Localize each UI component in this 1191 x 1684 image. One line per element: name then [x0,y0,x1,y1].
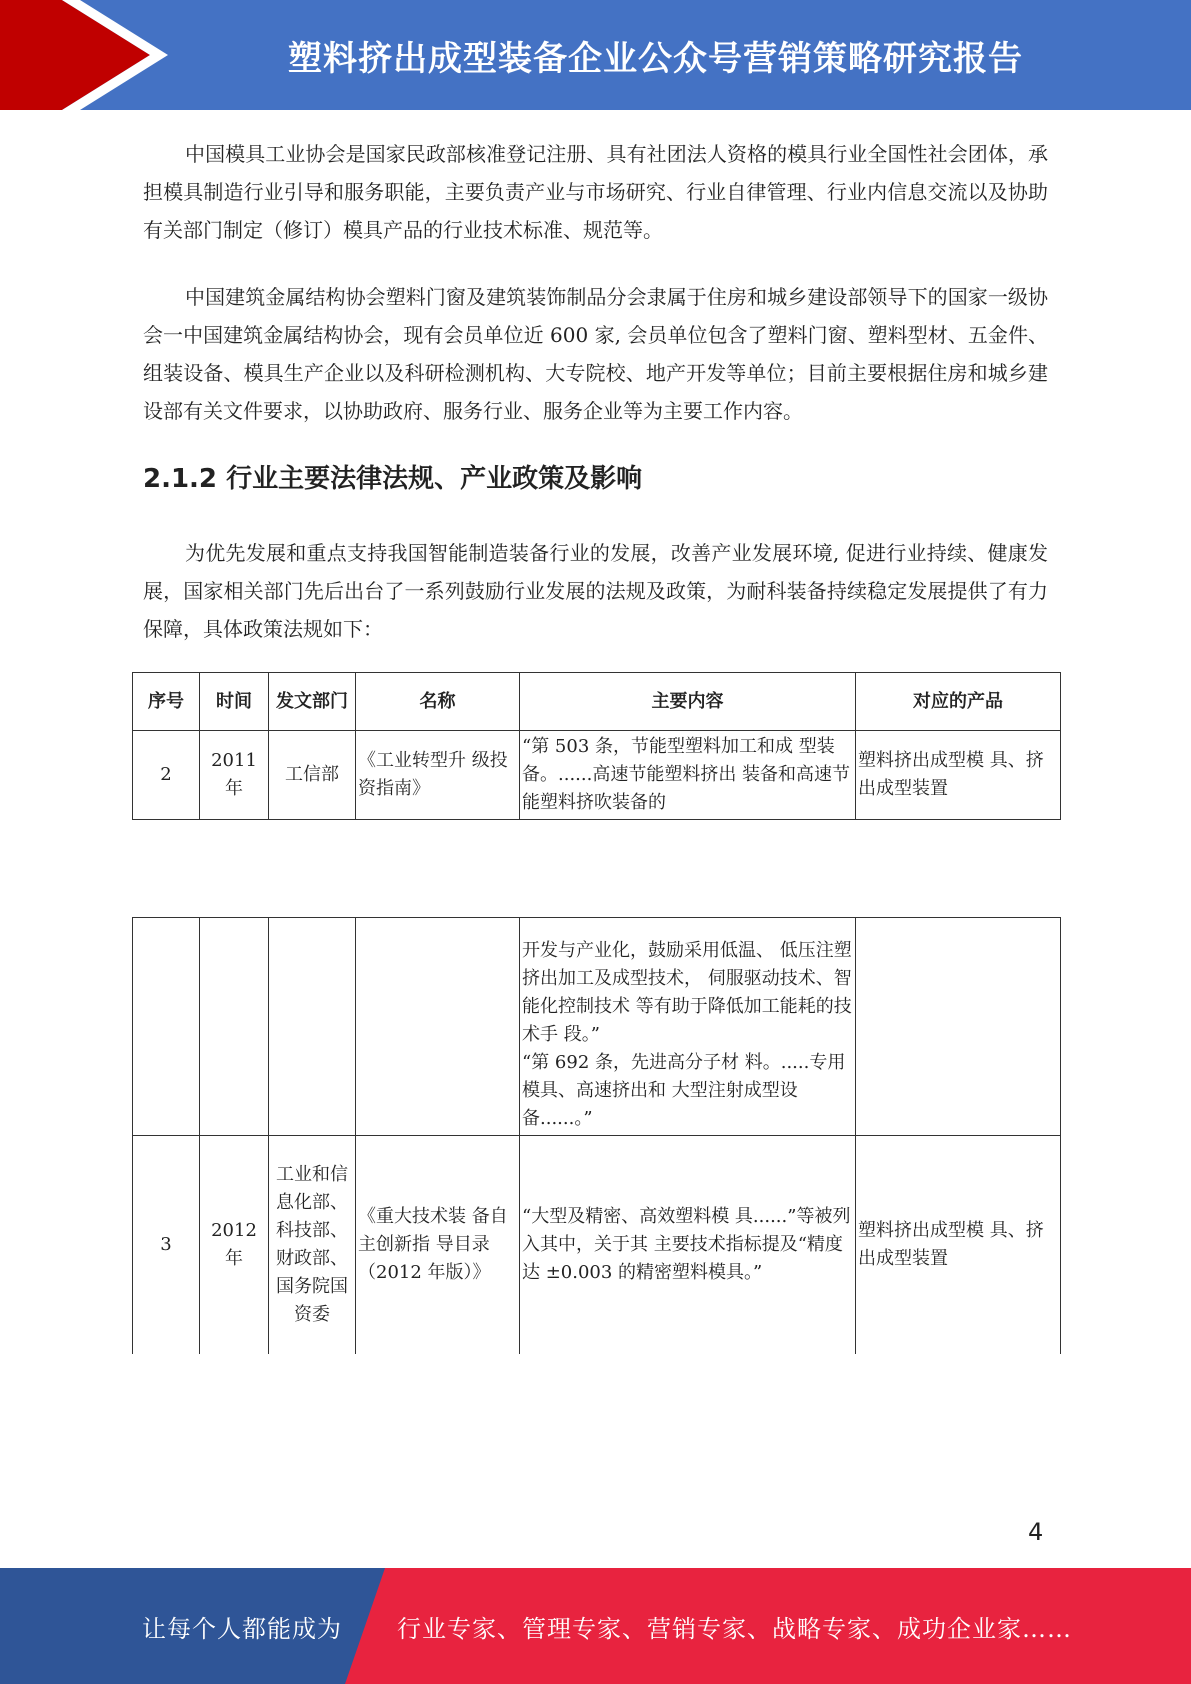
header-name: 名称 [356,673,520,731]
paragraph-mould-association: 中国模具工业协会是国家民政部核准登记注册、具有社团法人资格的模具行业全国性社会团体，承担模具制造行业引导和服务职能，主要负责产业与市场研究、行业自律管理、行业内信息交流以及协助有关部门制定（修订）模具产品的行业技术标准、规范等。 [143,142,1048,242]
header-time: 时间 [200,673,269,731]
header-dept: 发文部门 [269,673,356,731]
table-row [133,731,1061,820]
cell-content-continued [520,918,856,1136]
content-continued-a: 开发与产业化，鼓励采用低温、 低压注塑挤出加工及成型技术， 伺服驱动技术、智能化控制技术 等有助于降低加工能耗的技术手 段。” [522,940,852,1045]
cell-time: 2011 年 [200,731,269,820]
page-number: 4 [1028,1518,1044,1546]
cell-dept: 工信部 [269,731,356,820]
cell-no-empty [133,918,200,1136]
header-product: 对应的产品 [856,673,1061,731]
cell-product-empty [856,918,1061,1136]
table-row [133,1136,1061,1354]
policy-table-part-2 [132,917,1061,1354]
policy-table-part-1 [132,672,1061,820]
cell-time-empty [200,918,269,1136]
cell-no: 3 [133,1136,200,1354]
cell-content: “第 503 条，节能型塑料加工和成 型装备。......高速节能塑料挤出 装备和高速节能塑料挤吹装备的 [520,731,856,820]
header-content: 主要内容 [520,673,856,731]
cell-dept-empty [269,918,356,1136]
paragraph-metal-structure-association: 中国建筑金属结构协会塑料门窗及建筑装饰制品分会隶属于住房和城乡建设部领导下的国家一级协会一中国建筑金属结构协会，现有会员单位近 600 家, 会员单位包含了塑料门窗、塑料型材、五金件、组装设备、模具生产企业以及科研检测机构、大专院校、地产开发等单位；目前主要根据住房和城乡建设部有关文件要求，以协助政府、服务行业、服务企业等为主要工作内容。 [143,285,1048,423]
cell-time: 2012 年 [200,1136,269,1354]
cell-product: 塑料挤出成型模 具、挤出成型装置 [856,731,1061,820]
cell-dept: 工业和信息化部、科技部、财政部、国务院国资委 [269,1136,356,1354]
page-header [0,0,1191,110]
footer-slogan-left: 让每个人都能成为 [142,1614,342,1643]
cell-name: 《工业转型升 级投资指南》 [356,731,520,820]
cell-no: 2 [133,731,200,820]
section-heading: 2.1.2 行业主要法律法规、产业政策及影响 [143,464,643,494]
cell-product: 塑料挤出成型模 具、挤出成型装置 [856,1136,1061,1354]
cell-content: “大型及精密、高效塑料模 具......”等被列入其中，关于其 主要技术指标提及“精度达 ±0.003 的精密塑料模具。” [520,1136,856,1354]
section-intro: 为优先发展和重点支持我国智能制造装备行业的发展，改善产业发展环境, 促进行业持续、健康发展，国家相关部门先后出台了一系列鼓励行业发展的法规及政策，为耐科装备持续稳定发展提供了有力保障，具体政策法规如下： [143,541,1048,641]
content-continued-b: “第 692 条，先进高分子材 料。.....专用模具、高速挤出和 大型注射成型设备......。” [522,1052,846,1129]
cell-name: 《重大技术装 备自主创新指 导目录（2012 年版）》 [356,1136,520,1354]
table-header-row [133,673,1061,731]
footer-slogan-right: 行业专家、管理专家、营销专家、战略专家、成功企业家…… [397,1614,1072,1643]
report-title: 塑料挤出成型装备企业公众号营销策略研究报告 [288,38,1023,79]
page-footer [0,1568,1191,1684]
cell-name-empty [356,918,520,1136]
header-no: 序号 [133,673,200,731]
table-row-continued [133,918,1061,1136]
